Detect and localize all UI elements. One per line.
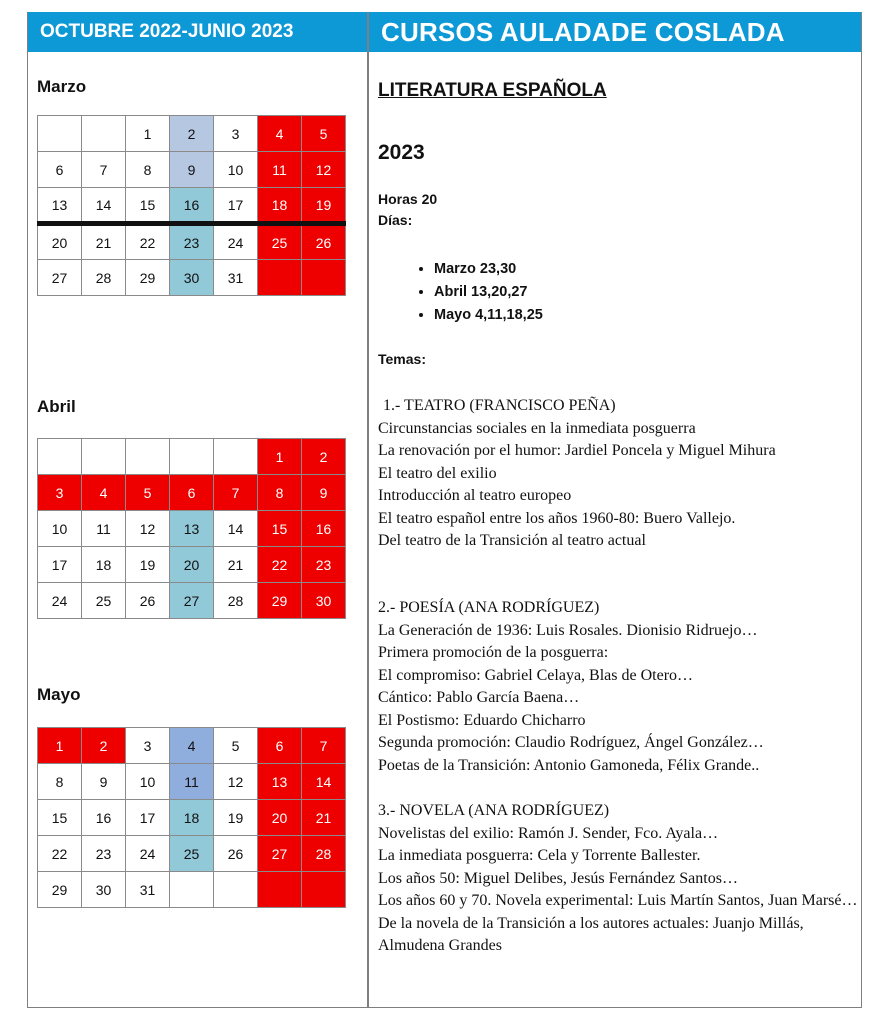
day-cell	[214, 439, 258, 475]
day-cell: 24	[38, 583, 82, 619]
day-cell: 17	[38, 547, 82, 583]
day-cell: 25	[82, 583, 126, 619]
day-cell: 12	[214, 764, 258, 800]
topic-line: Los años 50: Miguel Delibes, Jesús Fernández Santos…	[378, 869, 738, 887]
day-cell: 3	[214, 116, 258, 152]
topic-line: Los años 60 y 70. Novela experimental: Luis Martín Santos, Juan Marsé…	[378, 892, 858, 909]
day-cell: 15	[38, 800, 82, 836]
day-cell: 13	[38, 188, 82, 224]
topic-line: La inmediata posguerra: Cela y Torrente Ballester.	[378, 847, 701, 864]
day-cell: 6	[170, 475, 214, 511]
day-cell: 18	[170, 800, 214, 836]
topic-line: La Generación de 1936: Luis Rosales. Dionisio Ridruejo…	[378, 621, 758, 639]
day-cell: 26	[214, 836, 258, 872]
day-cell: 20	[38, 224, 82, 260]
list-item: • Mayo 4,11,18,25	[434, 304, 543, 327]
day-cell	[38, 116, 82, 152]
topic-heading: 2.- POESÍA (ANA RODRÍGUEZ)	[378, 599, 600, 616]
topic-line: Novelistas del exilio: Ramón J. Sender, Fco. Ayala…	[378, 824, 719, 842]
topic-heading: 1.- TEATRO (FRANCISCO PEÑA)	[383, 397, 616, 414]
day-cell	[38, 439, 82, 475]
month-title-marzo: Marzo	[37, 77, 87, 96]
day-cell	[258, 872, 302, 908]
day-cell: 28	[302, 836, 346, 872]
day-cell: 10	[38, 511, 82, 547]
day-cell: 12	[302, 152, 346, 188]
calendar-mayo	[37, 727, 346, 908]
day-cell	[302, 872, 346, 908]
day-cell: 20	[258, 800, 302, 836]
day-cell: 21	[214, 547, 258, 583]
topic-section-poesia	[378, 597, 858, 777]
day-cell: 29	[38, 872, 82, 908]
month-title-abril: Abril	[37, 397, 76, 416]
day-cell	[258, 260, 302, 296]
day-cell: 9	[170, 152, 214, 188]
day-cell: 7	[302, 728, 346, 764]
day-cell: 4	[258, 116, 302, 152]
day-cell: 18	[258, 188, 302, 224]
calendar-abril	[37, 438, 346, 619]
topic-line: El teatro del exilio	[378, 464, 497, 482]
day-cell: 10	[126, 764, 170, 800]
day-cell	[170, 872, 214, 908]
day-cell: 19	[302, 188, 346, 224]
day-cell: 28	[214, 583, 258, 619]
day-cell	[126, 439, 170, 475]
day-cell: 31	[214, 260, 258, 296]
day-cell: 23	[302, 547, 346, 583]
topic-line: Cántico: Pablo García Baena…	[378, 689, 580, 706]
day-cell: 7	[214, 475, 258, 511]
day-cell: 19	[126, 547, 170, 583]
day-cell: 3	[126, 728, 170, 764]
day-cell: 2	[82, 728, 126, 764]
topic-line: Circunstancias sociales en la inmediata posguerra	[378, 419, 696, 437]
day-cell	[214, 872, 258, 908]
day-cell: 24	[214, 224, 258, 260]
day-cell: 2	[302, 439, 346, 475]
day-cell: 8	[126, 152, 170, 188]
list-item: • Marzo 23,30	[434, 258, 543, 281]
day-cell: 10	[214, 152, 258, 188]
day-cell: 5	[126, 475, 170, 511]
day-cell: 30	[82, 872, 126, 908]
day-cell: 28	[82, 260, 126, 296]
day-cell: 14	[302, 764, 346, 800]
day-cell: 27	[258, 836, 302, 872]
topic-line: Poetas de la Transición: Antonio Gamoneda, Félix Grande..	[378, 756, 760, 774]
day-cell: 8	[258, 475, 302, 511]
day-cell: 24	[126, 836, 170, 872]
day-cell: 21	[302, 800, 346, 836]
topic-heading: 3.- NOVELA (ANA RODRÍGUEZ)	[378, 802, 610, 819]
topic-line: Del teatro de la Transición al teatro actual	[378, 532, 646, 549]
day-cell: 4	[170, 728, 214, 764]
topic-line: El Postismo: Eduardo Chicharro	[378, 711, 586, 729]
column-divider	[367, 12, 369, 1008]
calendar-marzo	[37, 115, 346, 296]
day-cell: 19	[214, 800, 258, 836]
day-cell: 13	[170, 511, 214, 547]
day-cell: 26	[302, 224, 346, 260]
course-hours: Horas 20	[378, 191, 438, 207]
topic-line: Segunda promoción: Claudio Rodríguez, Ángel González…	[378, 734, 764, 751]
day-cell: 7	[82, 152, 126, 188]
topics-label: Temas:	[378, 351, 426, 367]
day-cell: 1	[38, 728, 82, 764]
day-cell: 27	[38, 260, 82, 296]
day-cell: 16	[170, 188, 214, 224]
day-cell: 15	[258, 511, 302, 547]
day-cell: 30	[170, 260, 214, 296]
day-cell: 11	[82, 511, 126, 547]
topic-line: El teatro español entre los años 1960-80: Buero Vallejo.	[378, 509, 736, 527]
course-header: CURSOS AULADADE COSLADA	[369, 12, 861, 52]
day-cell: 20	[170, 547, 214, 583]
topic-section-teatro	[378, 395, 858, 553]
day-cell: 15	[126, 188, 170, 224]
day-cell: 27	[170, 583, 214, 619]
day-cell: 1	[126, 116, 170, 152]
day-cell: 29	[258, 583, 302, 619]
day-cell: 17	[126, 800, 170, 836]
day-cell: 6	[258, 728, 302, 764]
day-cell: 12	[126, 511, 170, 547]
day-cell: 23	[170, 224, 214, 260]
topic-line: El compromiso: Gabriel Celaya, Blas de Otero…	[378, 666, 694, 684]
day-cell: 5	[302, 116, 346, 152]
day-cell	[82, 439, 126, 475]
month-title-mayo: Mayo	[37, 685, 81, 704]
subject-title: LITERATURA ESPAÑOLA	[378, 80, 607, 101]
day-cell: 22	[126, 224, 170, 260]
day-cell: 29	[126, 260, 170, 296]
day-cell: 3	[38, 475, 82, 511]
topic-line: La renovación por el humor: Jardiel Poncela y Miguel Mihura	[378, 442, 776, 459]
day-cell: 23	[82, 836, 126, 872]
day-cell: 25	[258, 224, 302, 260]
day-cell	[170, 439, 214, 475]
day-cell: 18	[82, 547, 126, 583]
session-dates-list	[378, 258, 543, 327]
day-cell: 2	[170, 116, 214, 152]
day-cell: 14	[214, 511, 258, 547]
day-cell: 30	[302, 583, 346, 619]
day-cell: 5	[214, 728, 258, 764]
topic-line: Introducción al teatro europeo	[378, 487, 572, 504]
list-item: • Abril 13,20,27	[434, 281, 543, 304]
topic-line: Primera promoción de la posguerra:	[378, 644, 609, 661]
day-cell: 16	[82, 800, 126, 836]
day-cell: 9	[302, 475, 346, 511]
day-cell: 11	[170, 764, 214, 800]
topic-line: De la novela de la Transición a los autores actuales: Juanjo Millás, Almudena Grandes	[378, 914, 804, 954]
day-cell: 6	[38, 152, 82, 188]
day-cell: 17	[214, 188, 258, 224]
day-cell: 14	[82, 188, 126, 224]
course-year: 2023	[378, 141, 425, 164]
day-cell: 26	[126, 583, 170, 619]
topic-section-novela	[378, 800, 858, 958]
day-cell: 1	[258, 439, 302, 475]
day-cell	[302, 260, 346, 296]
day-cell: 13	[258, 764, 302, 800]
day-cell: 31	[126, 872, 170, 908]
day-cell: 16	[302, 511, 346, 547]
days-label: Días:	[378, 212, 413, 228]
day-cell: 21	[82, 224, 126, 260]
period-header: OCTUBRE 2022-JUNIO 2023	[28, 12, 367, 52]
day-cell: 4	[82, 475, 126, 511]
day-cell: 8	[38, 764, 82, 800]
day-cell: 22	[38, 836, 82, 872]
day-cell: 9	[82, 764, 126, 800]
day-cell: 25	[170, 836, 214, 872]
day-cell	[82, 116, 126, 152]
day-cell: 11	[258, 152, 302, 188]
day-cell: 22	[258, 547, 302, 583]
